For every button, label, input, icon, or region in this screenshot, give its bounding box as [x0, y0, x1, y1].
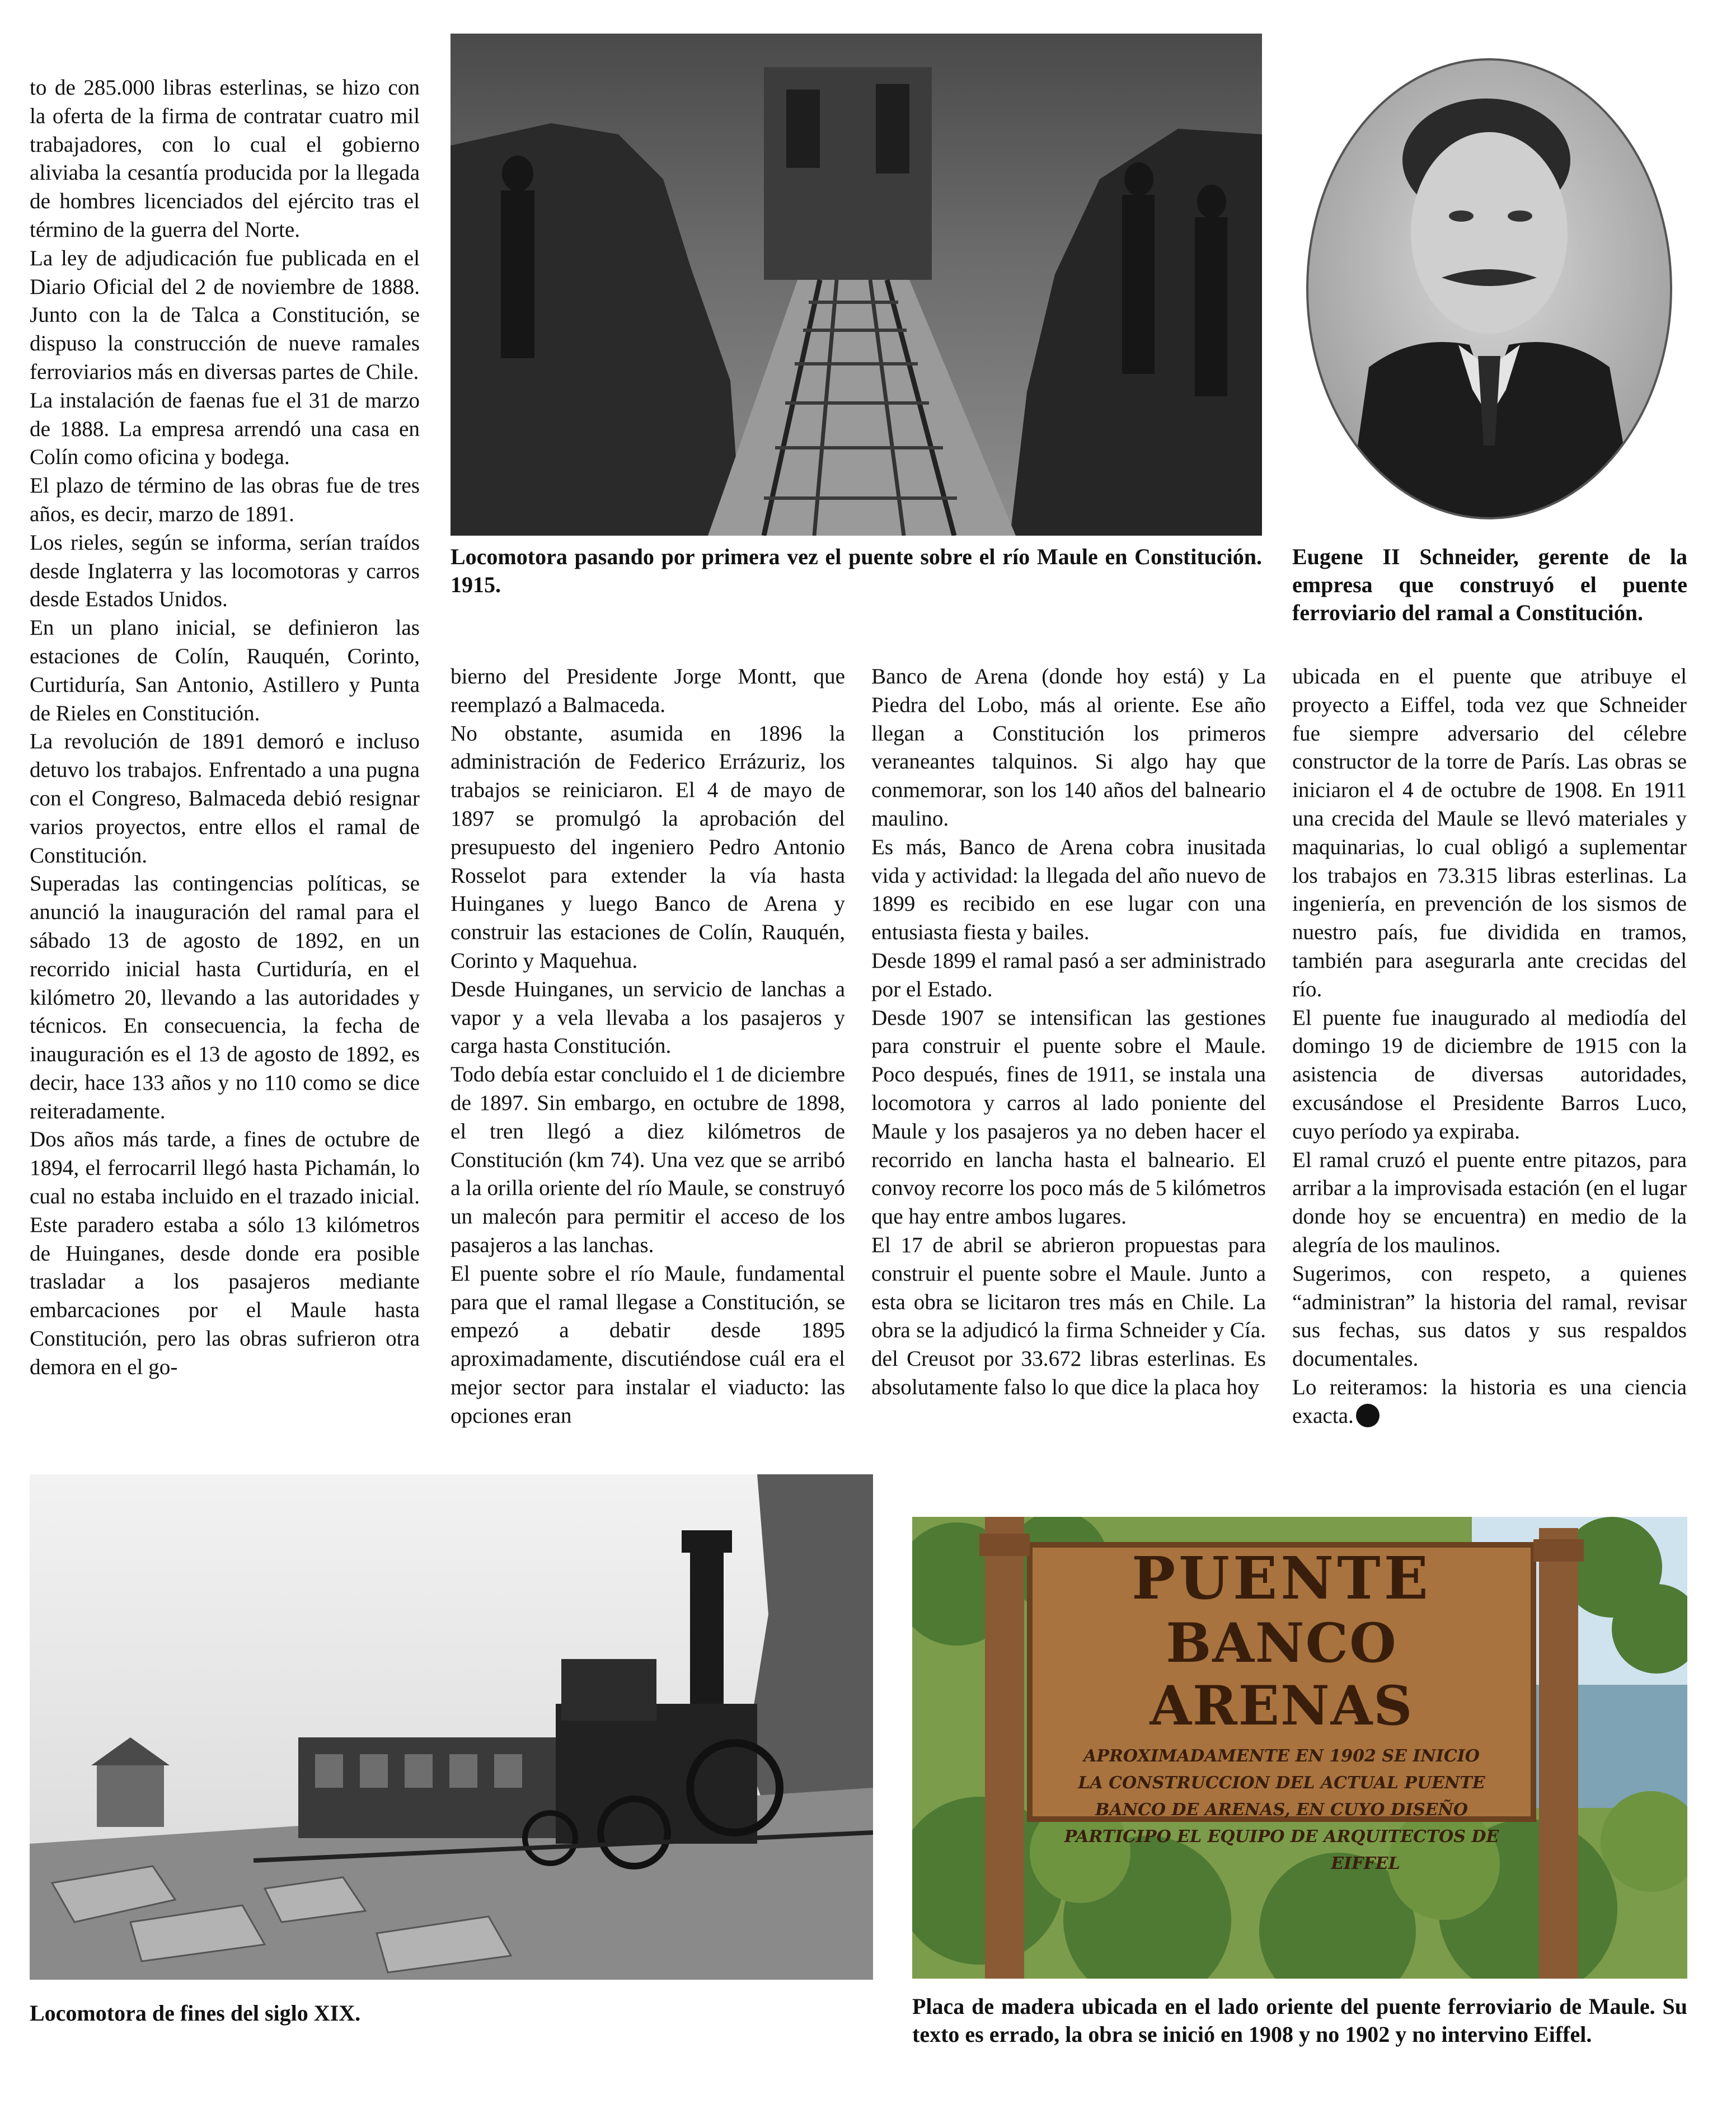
sign-small-line: PARTICIPO EL EQUIPO DE ARQUITECTOS DE — [1064, 1827, 1499, 1847]
article-column-2 — [451, 663, 845, 1431]
article-column-4 — [1292, 663, 1687, 1431]
closing-paragraph — [1292, 1374, 1687, 1431]
paragraph: bierno del Presidente Jorge Montt, que reemplazó a Balmaceda. — [451, 664, 845, 717]
locomotive-photo — [30, 1474, 873, 1980]
sign-small-line: BANCO DE ARENAS, EN CUYO DISEÑO — [1095, 1800, 1468, 1820]
paragraph: ubicada en el puente que atribuye el proyecto a Eiffel, toda vez que Schneider fue siempre adversario del célebre constructor de la torre de París. Las obras se iniciaron el 4 de octubre de 1908. En 1911 una crecida del Maule se llevó materiales y maquinarias, lo cual obligó a suplementar los trabajos en 73.315 libras esterlinas. La ingeniería, en prevención de los sismos de nuestro país, fue dividida en tramos, también para asegurarla ante crecidas del río. — [1292, 664, 1687, 1001]
paragraph: El ramal cruzó el puente entre pitazos, para arribar a la improvisada estación (en el lugar donde hoy se encuentra) en medio de la alegría de los maulinos. — [1292, 1147, 1687, 1257]
sign-small-line: APROXIMADAMENTE EN 1902 SE INICIO — [1083, 1746, 1480, 1766]
paragraph: El 17 de abril se abrieron propuestas para construir el puente sobre el Maule. Junto a esta obra se licitaron tres más en Chile. La obra se la adjudicó la firma Schneider y Cía. del Creusot por 33.672 libras esterlinas. Es absolutamente falso lo que dice la placa hoy — [871, 1233, 1266, 1399]
sign-small-line: EIFFEL — [1331, 1854, 1400, 1873]
closing-text: Lo reiteramos: la historia es una ciencia exacta. — [1292, 1375, 1687, 1428]
paragraph: La ley de adjudicación fue publicada en el Diario Oficial del 2 de noviembre de 1888. Junto con la de Talca a Constitución, se dispuso la construcción de nueve ramales ferroviarios más en diversas partes de Chile. — [30, 246, 420, 384]
paragraph: El puente fue inaugurado al mediodía del domingo 19 de diciembre de 1915 con la asistencia de diversas autoridades, excusándose el Presidente Barros Luco, cuyo período ya expiraba. — [1292, 1005, 1687, 1144]
sign-title-line2: BANCO ARENAS — [1149, 1611, 1414, 1737]
sign-lettering — [1030, 1544, 1533, 1873]
end-of-article-icon — [1356, 1404, 1380, 1427]
sign-title-line1: PUENTE — [1132, 1544, 1432, 1613]
paragraph: Desde 1907 se intensifican las gestiones para construir el puente sobre el Maule. Poco después, fines de 1911, se instala una locomotora y carros al lado poniente del Maule y los pasajeros ya no deben hacer el recorrido en lancha hasta el balneario. El convoy recorre los poco más de 5 kilómetros que hay entre ambos lugares. — [871, 1005, 1266, 1229]
paragraph: Superadas las contingencias políticas, se anunció la inauguración del ramal para el sábado 13 de agosto de 1892, en un recorrido inicial hasta Curtiduría, en el kilómetro 20, llevando a las autoridades y técnicos. En consecuencia, la fecha de inauguración es el 13 de agosto de 1892, es decir, hace 133 años y no 110 como se dice reiteradamente. — [30, 871, 420, 1123]
sign-caption: Placa de madera ubicada en el lado oriente del puente ferroviario de Maule. Su texto es errado, la obra se inició en 1908 y no 1902 y no intervino Eiffel. — [912, 1994, 1687, 2047]
paragraph: Dos años más tarde, a fines de octubre de 1894, el ferrocarril llegó hasta Pichamán, lo cual no estaba incluido en el trazado inicial. Este paradero estaba a sólo 13 kilómetros de Huinganes, desde donde era posible trasladar a los pasajeros mediante embarcaciones por el Maule hasta Constitución, pero las obras sufrieron otra demora en el go- — [30, 1127, 420, 1379]
paragraph: En un plano inicial, se definieron las estaciones de Colín, Rauquén, Corinto, Curtiduría, San Antonio, Astillero y Punta de Rieles en Constitución. — [30, 616, 420, 725]
paragraph: Todo debía estar concluido el 1 de diciembre de 1897. Sin embargo, en octubre de 1898, el tren llegó a diez kilómetros de Constitución (km 74). Una vez que se arribó a la orilla oriente del río Maule, se construyó un malecón para permitir el acceso de los pasajeros a las lanchas. — [451, 1062, 845, 1257]
paragraph: Los rieles, según se informa, serían traídos desde Inglaterra y las locomotoras y carros desde Estados Unidos. — [30, 530, 420, 612]
paragraph: to de 285.000 libras esterlinas, se hizo con la oferta de la firma de contratar cuatro mil trabajadores, con lo cual el gobierno aliviaba la cesantía producida por la llegada de hombres licenciados del ejército tras el término de la guerra del Norte. — [30, 76, 420, 242]
paragraph: Sugerimos, con respeto, a quienes “administran” la historia del ramal, revisar sus fechas, sus datos y sus respaldos documentales. — [1292, 1261, 1687, 1371]
portrait-caption: Eugene II Schneider, gerente de la empresa que construyó el puente ferroviario del ramal a Constitución. — [1292, 544, 1687, 625]
paragraph: Banco de Arena (donde hoy está) y La Piedra del Lobo, más al oriente. Ese año llegan a Constitución los primeros veraneantes talquinos. Si algo hay que conmemorar, son los 140 años del balneario maulino. — [871, 664, 1266, 831]
paragraph: La revolución de 1891 demoró e incluso detuvo los trabajos. Enfrentado a una pugna con el Congreso, Balmaceda debió resignar varios proyectos, entre ellos el ramal de Constitución. — [30, 729, 420, 868]
sign-small-line: LA CONSTRUCCION DEL ACTUAL PUENTE — [1078, 1773, 1485, 1793]
article-column-1 — [30, 74, 420, 1382]
article-column-3 — [871, 663, 1266, 1402]
portrait-photo — [1302, 54, 1677, 524]
sign-small-text — [1030, 1743, 1533, 1877]
paragraph: Desde 1899 el ramal pasó a ser administrado por el Estado. — [871, 948, 1266, 1001]
paragraph: El plazo de término de las obras fue de tres años, es decir, marzo de 1891. — [30, 474, 420, 526]
bridge-photo — [451, 34, 1262, 536]
locomotive-caption: Locomotora de fines del siglo XIX. — [30, 2000, 361, 2026]
paragraph: La instalación de faenas fue el 31 de marzo de 1888. La empresa arrendó una casa en Colín como oficina y bodega. — [30, 388, 420, 470]
paragraph: No obstante, asumida en 1896 la administración de Federico Errázuriz, los trabajos se reiniciaron. El 4 de mayo de 1897 se promulgó la aprobación del presupuesto del ingeniero Pedro Antonio Rosselot para extender la vía hasta Huinganes y luego Banco de Arena y construir las estaciones de Colín, Rauquén, Corinto y Maquehua. — [451, 721, 845, 973]
paragraph: El puente sobre el río Maule, fundamental para que el ramal llegase a Constitución, se empezó a debatir desde 1895 aproximadamente, discutiéndose cuál era el mejor sector para instalar el viaducto: las opciones eran — [451, 1261, 845, 1428]
bridge-photo-caption: Locomotora pasando por primera vez el puente sobre el río Maule en Constitución. 1915. — [451, 544, 1262, 597]
paragraph: Desde Huinganes, un servicio de lanchas a vapor y a vela llevaba a los pasajeros y carga hasta Constitución. — [451, 977, 845, 1058]
paragraph: Es más, Banco de Arena cobra inusitada vida y actividad: la llegada del año nuevo de 1899 es recibido en ese lugar con una entusiasta fiesta y bailes. — [871, 835, 1266, 945]
